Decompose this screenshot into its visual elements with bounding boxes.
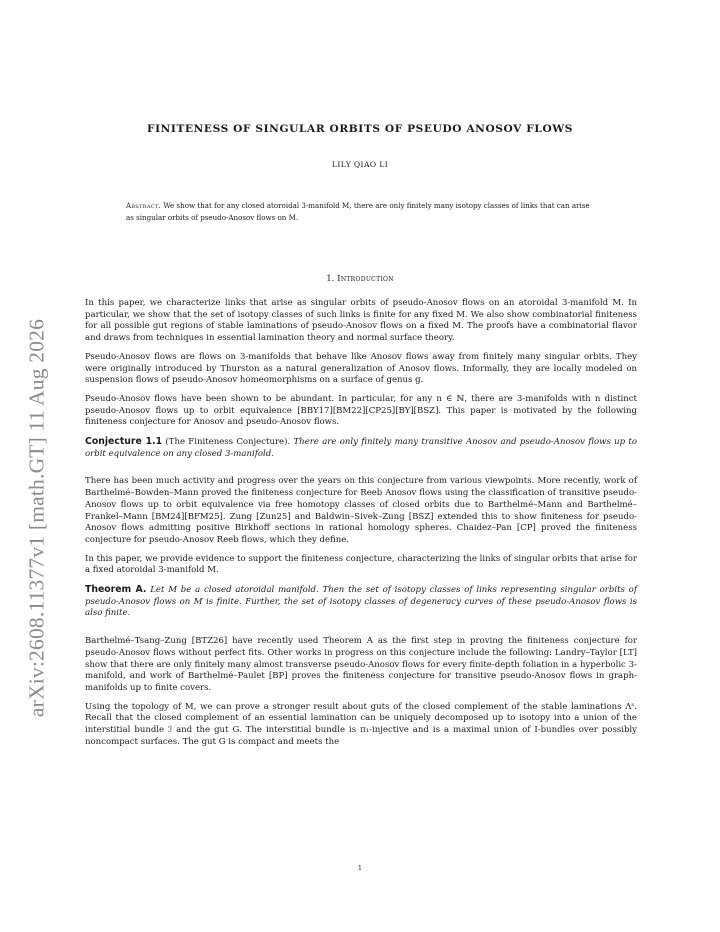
conjecture-label: Conjecture 1.1: [85, 436, 163, 448]
body-text: [85, 298, 637, 756]
paper-author: LILY QIAO LI: [331, 160, 389, 169]
section-heading: [0, 274, 720, 284]
paragraph: Using the topology of M, we can prove a stronger result about guts of the closed complement of the stable laminations Λˢ. Recall that the closed complement of an essential lamination can be uniquely decomposed up to isotopy into a union of the interstitial bundle ℐ and the gut G. The interstitial bundle is π₁-injective and is a maximal union of I-bundles over possibly noncompact surfaces. The gut G is compact and meets the: [85, 701, 637, 747]
theorem: [85, 584, 637, 620]
section-title: Introduction: [337, 274, 394, 284]
paragraph: Barthelmé–Tsang–Zung [BTZ26] have recently used Theorem A as the first step in proving the finiteness conjecture for pseudo-Anosov flows without perfect fits. Other works in progress on this conjecture include the following: Landry–Taylor [LT] show that there are only finitely many almost transverse pseudo-Anosov flows for every finite-depth foliation in a hyperbolic 3-manifold, and work of Barthelmé–Paulet [BP] proves the finiteness conjecture for transitive pseudo-Anosov flows in graph-manifolds up to finite covers.: [85, 636, 637, 693]
conjecture-text: There are only finitely many transitive Anosov and pseudo-Anosov flows up to orbit equivalence on any closed 3-manifold.: [85, 437, 638, 459]
page-number: 1: [357, 864, 363, 872]
paragraph: Pseudo-Anosov flows are flows on 3-manifolds that behave like Anosov flows away from finitely many singular orbits. They were originally introduced by Thurston as a natural generalization of Anosov flows. Informally, they are locally modeled on suspension flows of pseudo-Anosov homeomorphisms on a surface of genus g.: [85, 351, 637, 386]
theorem-label: Theorem A.: [85, 584, 147, 596]
paragraph: In this paper, we provide evidence to support the finiteness conjecture, characterizing the links of singular orbits that arise for a fixed atoroidal 3-manifold M.: [85, 553, 637, 576]
section-number: 1.: [326, 274, 335, 284]
theorem-text: Let M be a closed atoroidal manifold. Then the set of isotopy classes of links representing singular orbits of pseudo-Anosov flows on M is finite. Further, the set of isotopy classes of degeneracy curves of these pseudo-Anosov flows is also finite.: [85, 585, 637, 619]
conjecture: [85, 436, 637, 460]
abstract-text: We show that for any closed atoroidal 3-manifold M, there are only finitely many isotopy classes of links that can arise as singular orbits of pseudo-Anosov flows on M.: [126, 201, 590, 222]
abstract-label: Abstract.: [126, 201, 162, 210]
arxiv-sidebar-stamp: [22, 318, 52, 718]
paragraph: Pseudo-Anosov flows have been shown to be abundant. In particular, for any n ∈ ℕ, there are 3-manifolds with n distinct pseudo-Anosov flows up to orbit equivalence [BBY17][BM22][CP25][BY][BSZ]. This paper is motivated by the following finiteness conjecture for Anosov and pseudo-Anosov flows.: [85, 393, 637, 428]
paragraph: There has been much activity and progress over the years on this conjecture from various viewpoints. More recently, work of Barthelmé–Bowden–Mann proved the finiteness conjecture for Reeb Anosov flows using the classification of transitive pseudo-Anosov flows up to orbit equivalence via free homotopy classes of closed orbits due to Barthelmé–Mann and Barthelmé–Frankel–Mann [BM24][BFM25]. Zung [Zun25] and Baldwin–Sivek–Zung [BSZ] extended this to show finiteness for pseudo-Anosov flows admitting positive Birkhoff sections in rational homology spheres. Chaidez–Pan [CP] proved the finiteness conjecture for pseudo-Anosov Reeb flows, which they define.: [85, 476, 637, 545]
abstract: [126, 200, 596, 223]
paper-title: FINITENESS OF SINGULAR ORBITS OF PSEUDO ANOSOV FLOWS: [146, 123, 574, 135]
conjecture-name: (The Finiteness Conjecture).: [165, 437, 291, 448]
paragraph: In this paper, we characterize links that arise as singular orbits of pseudo-Anosov flows on an atoroidal 3-manifold M. In particular, we show that the set of isotopy classes of such links is finite for any fixed M. We also show combinatorial finiteness for all possible gut regions of stable laminations of pseudo-Anosov flows on a fixed M. The proofs have a combinatorial flavor and draws from techniques in essential lamination theory and normal surface theory.: [85, 298, 637, 344]
arxiv-identifier: arXiv:2608.11377v1 [math.GT] 11 Aug 2026: [24, 318, 49, 718]
